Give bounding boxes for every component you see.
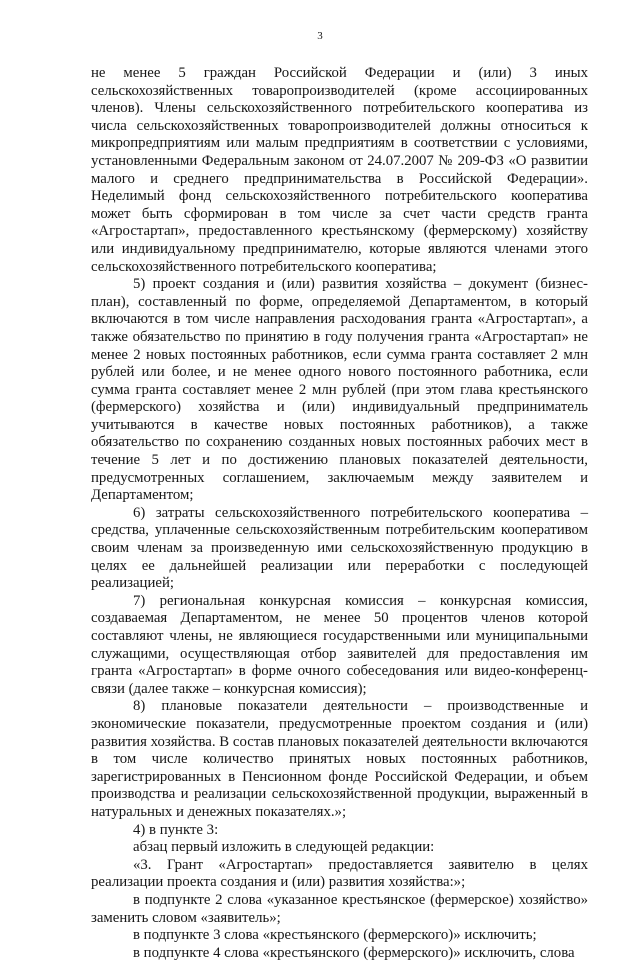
paragraph: не менее 5 граждан Российской Федерации и (или) 3 иных сельскохозяйственных товаропроизводителей (кроме ассоциированных членов). Члены сельскохозяйственного потребительского кооператива из числа сельскохозяйственных товаропроизводителей должны относиться к микропредприятиям или малым предприятиям в соответствии с условиями, установленными Федеральным законом от 24.07.2007 № 209-ФЗ «О развитии малого и среднего предпринимательства в Российской Федерации». Неделимый фонд сельскохозяйственного потребительского кооператива может быть сформирован в том числе за счет части средств гранта «Агростартап», предоставленного крестьянскому (фермерскому) хозяйству или индивидуальному предпринимателю, которые являются членами этого сельскохозяйственного потребительского кооператива; — [91, 65, 588, 275]
paragraph: абзац первый изложить в следующей редакции: — [133, 839, 435, 856]
paragraph: 6) затраты сельскохозяйственного потребительского кооператива – средства, уплаченные сельскохозяйственным потребительским кооперативом своим членам за произведенную ими сельскохозяйственную продукцию в целях ее дальнейшей реализации или переработки с последующей реализацией; — [91, 504, 588, 592]
paragraph: 7) региональная конкурсная комиссия – конкурсная комиссия, создаваемая Департаментом, не менее 50 процентов членов которой составляют члены, не являющиеся государственными или муниципальными служащими, осуществляющая отбор заявителей для предоставления им гранта «Агростартап» в форме очного собеседования или видео-конференц-связи (далее также – конкурсная комиссия); — [91, 592, 588, 697]
document-body — [91, 65, 588, 962]
paragraph: в подпункте 2 слова «указанное крестьянское (фермерское) хозяйство» заменить словом «заявитель»; — [91, 891, 588, 926]
paragraph: в подпункте 4 слова «крестьянского (фермерского)» исключить, слова — [133, 944, 575, 961]
paragraph: «3. Грант «Агростартап» предоставляется заявителю в целях реализации проекта создания и (или) развития хозяйства:»; — [91, 856, 588, 891]
paragraph: в подпункте 3 слова «крестьянского (фермерского)» исключить; — [133, 927, 537, 944]
paragraph: 5) проект создания и (или) развития хозяйства – документ (бизнес-план), составленный по форме, определяемой Департаментом, в который включаются в том числе направления расходования гранта «Агростартап», а также обязательство по принятию в году получения гранта «Агростартап» не менее 2 новых постоянных работников, если сумма гранта составляет 2 млн рублей или более, и не менее одного нового постоянного работника, если сумма гранта составляет менее 2 млн рублей (при этом глава крестьянского (фермерского) хозяйства и (или) индивидуальный предприниматель учитываются в качестве новых постоянных работников), а также обязательство по сохранению созданных новых постоянных рабочих мест в течение 5 лет и по достижению плановых показателей деятельности, предусмотренных соглашением, заключаемым между заявителем и Департаментом; — [91, 276, 588, 504]
paragraph: 8) плановые показатели деятельности – производственные и экономические показатели, предусмотренные проектом создания и (или) развития хозяйства. В состав плановых показателей деятельности включаются в том числе количество принятых новых постоянных работников, зарегистрированных в Пенсионном фонде Российской Федерации, и объем производства и реализации сельскохозяйственной продукции, выраженный в натуральных и денежных показателях.»; — [91, 698, 588, 820]
paragraph: 4) в пункте 3: — [133, 821, 219, 838]
page-number: 3 — [317, 30, 323, 42]
